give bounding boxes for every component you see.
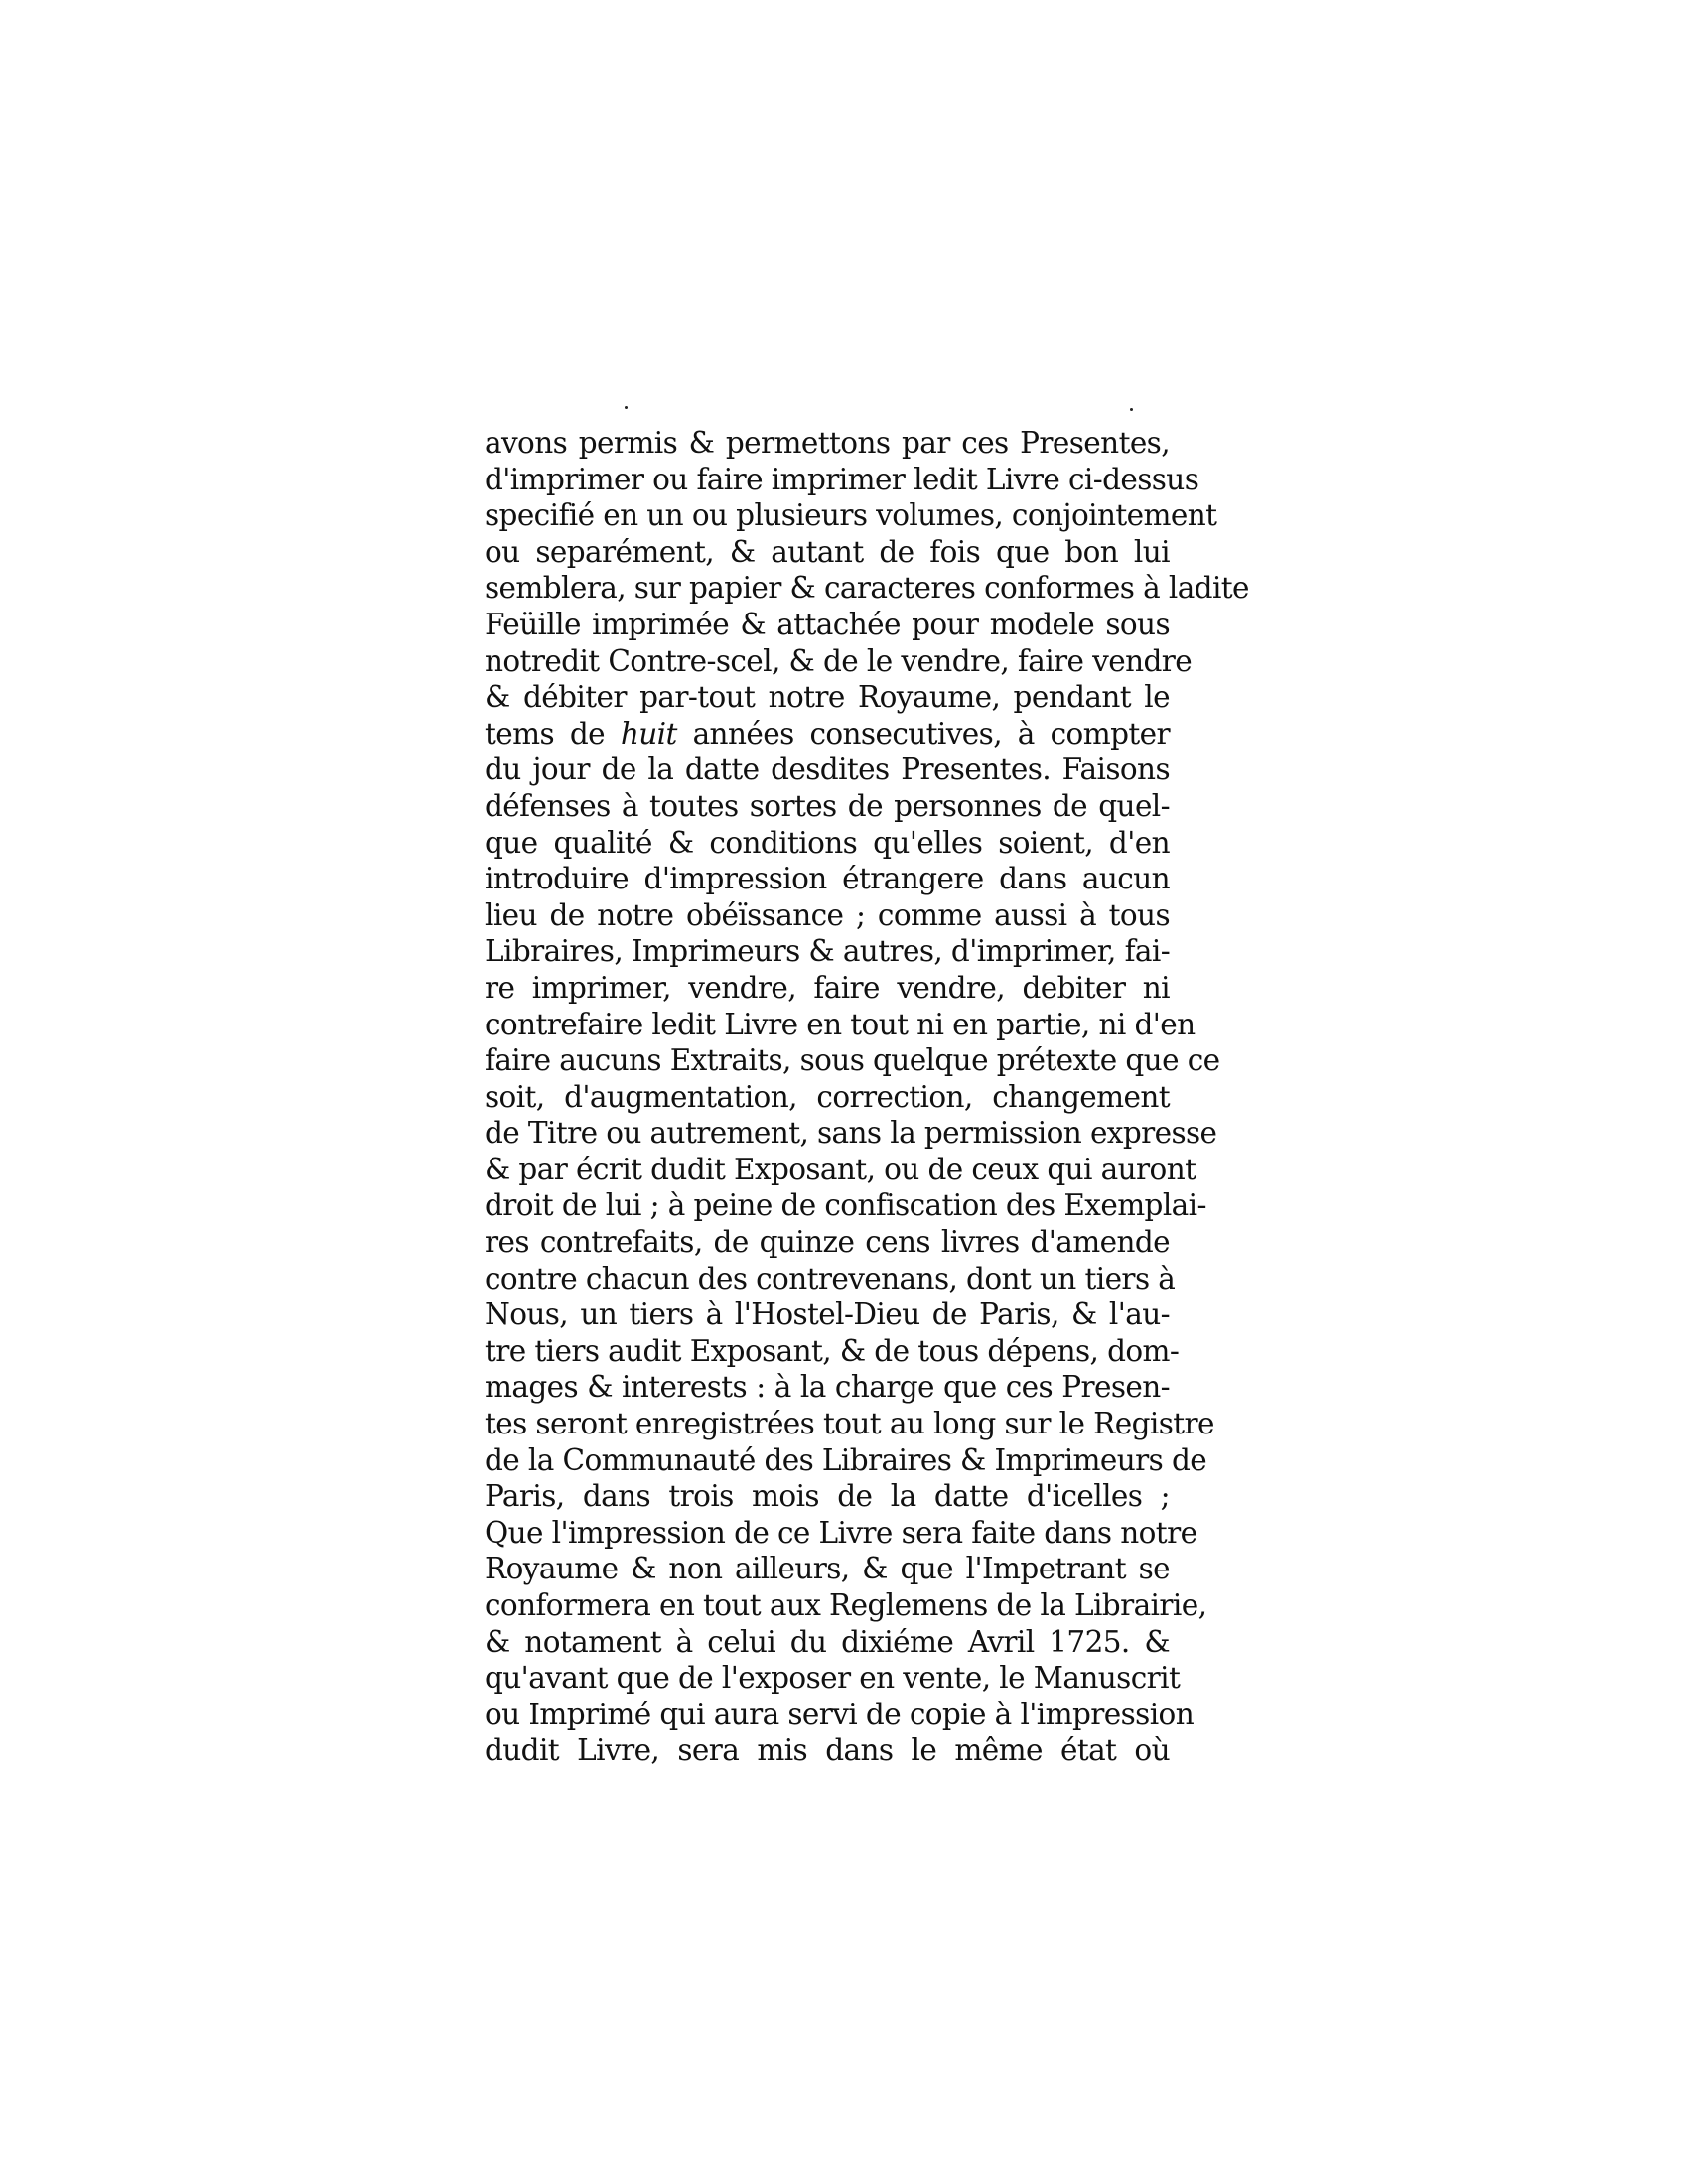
text-line: défenses à toutes sortes de personnes de quel- [485,788,1170,823]
text-line-italic: tems de huit années consecutives, à compter [485,716,1170,751]
text-line: specifié en un ou plusieurs volumes, conjointement [485,498,1217,533]
text-line: Royaume & non ailleurs, & que l'Impetrant se [485,1552,1170,1586]
text-line: conformera en tout aux Reglemens de la Librairie, [485,1588,1207,1622]
text-line: & notament à celui du dixiéme Avril 1725. & [485,1624,1170,1659]
text-line: qu'avant que de l'exposer en vente, le Manuscrit [485,1661,1181,1696]
text-line: & par écrit dudit Exposant, ou de ceux qui auront [485,1152,1196,1186]
ink-speck [1130,408,1133,411]
text-line: de Titre ou autrement, sans la permission expresse [485,1116,1217,1151]
text-line: d'imprimer ou faire imprimer ledit Livre ci-dessus [485,462,1199,496]
text-line: res contrefaits, de quinze cens livres d'amende [485,1225,1170,1260]
text-line: que qualité & conditions qu'elles soient, d'en [485,825,1170,860]
text-line: tre tiers audit Exposant, & de tous dépens, dom- [485,1333,1180,1368]
text-line: introduire d'impression étrangere dans aucun [485,862,1170,896]
text-line: contre chacun des contrevenans, dont un tiers à [485,1261,1176,1296]
text-line: ou separément, & autant de fois que bon lui [485,534,1170,569]
text-line: tes seront enregistrées tout au long sur le Registre [485,1407,1214,1441]
text-line: contrefaire ledit Livre en tout ni en partie, ni d'en [485,1007,1196,1041]
text-line: Nous, un tiers à l'Hostel-Dieu de Paris, & l'au- [485,1297,1170,1332]
ink-speck [625,406,628,409]
text-line: de la Communauté des Libraires & Imprimeurs de [485,1442,1207,1477]
text-line: du jour de la datte desdites Presentes. Faisons [485,752,1170,787]
italic-word: huit [620,716,677,751]
text-line: & débiter par-tout notre Royaume, pendant le [485,680,1170,715]
text-line: soit, d'augmentation, correction, changement [485,1079,1170,1114]
text-line: Paris, dans trois mois de la datte d'icelles ; [485,1479,1170,1514]
body-text [485,425,1249,1769]
text-line: semblera, sur papier & caracteres conformes à ladite [485,571,1249,606]
text-line: Libraires, Imprimeurs & autres, d'imprimer, fai- [485,934,1171,969]
text-line: avons permis & permettons par ces Presentes, [485,426,1170,460]
text-line: re imprimer, vendre, faire vendre, debiter ni [485,970,1170,1005]
text-line: notredit Contre-scel, & de le vendre, faire vendre [485,643,1193,678]
text-line: lieu de notre obéïssance ; comme aussi à tous [485,897,1170,932]
text-line: Feüille imprimée & attachée pour modele sous [485,607,1170,641]
text-line: faire aucuns Extraits, sous quelque prétexte que ce [485,1043,1220,1078]
text-line: dudit Livre, sera mis dans le même état où [485,1733,1170,1768]
text-line: droit de lui ; à peine de confiscation des Exemplai- [485,1188,1206,1223]
text-line: ou Imprimé qui aura servi de copie à l'impression [485,1697,1195,1731]
text-line: Que l'impression de ce Livre sera faite dans notre [485,1515,1197,1550]
text-line: mages & interests : à la charge que ces Presen- [485,1370,1170,1405]
